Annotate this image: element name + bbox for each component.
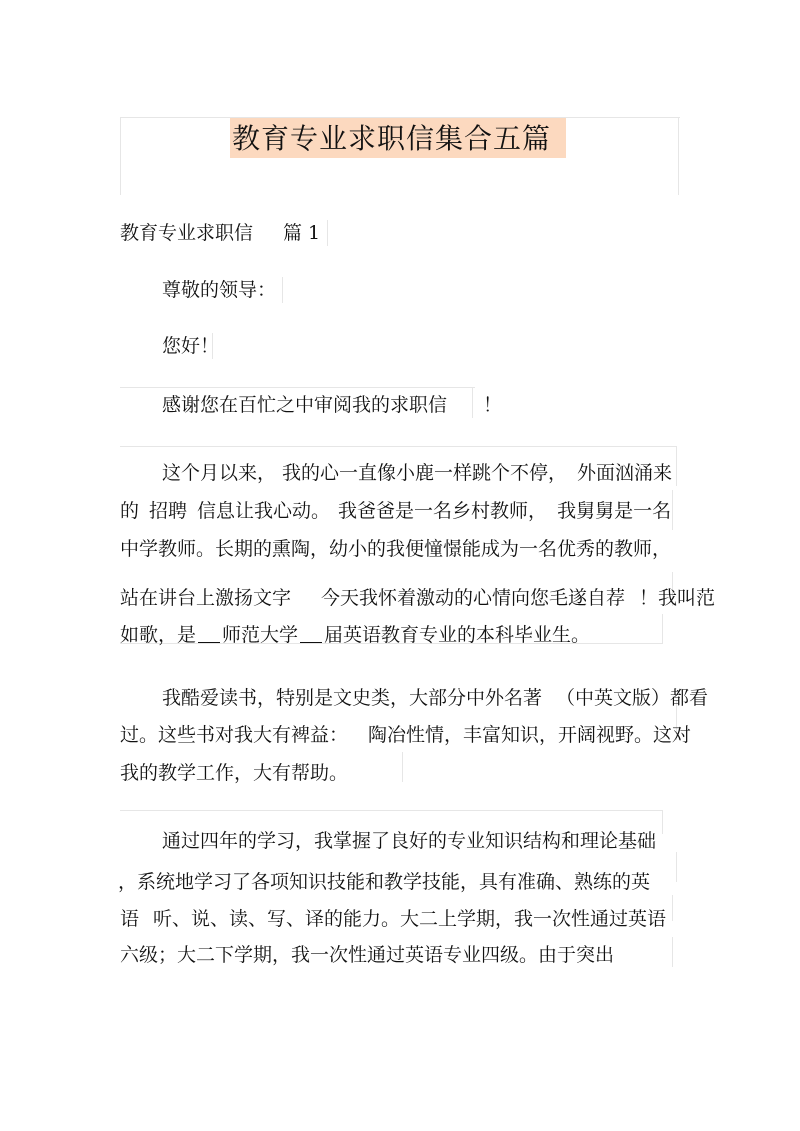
guide-line: [662, 810, 663, 834]
paragraph-3-line-4: 六级；大二下学期，我一次性通过英语专业四级。由于突出: [120, 944, 615, 966]
guide-line: [120, 810, 662, 811]
paragraph-3-line-1: 通过四年的学习，我掌握了良好的专业知识结构和理论基础: [162, 830, 657, 852]
blank-underline: [198, 624, 220, 643]
guide-line: [282, 277, 283, 303]
text-span: 语: [120, 908, 140, 930]
guide-line: [120, 387, 475, 388]
paragraph-1-line-3: 中学教师。长期的熏陶，幼小的我便憧憬能成为一名优秀的教师，: [120, 538, 672, 560]
salutation: 尊敬的领导：: [162, 279, 277, 301]
thanks-text: 感谢您在百忙之中审阅我的求职信: [162, 394, 448, 416]
section-number: 篇 1: [283, 222, 321, 244]
paragraph-2-line-1: [162, 685, 708, 711]
guide-line: [676, 446, 677, 486]
text-span: 信息让我心动。: [197, 500, 331, 522]
thanks-mark: ！: [483, 394, 503, 416]
paragraph-3-line-3: [120, 906, 666, 932]
paragraph-2-line-3: 我的教学工作，大有帮助。: [120, 762, 349, 784]
guide-line: [120, 446, 676, 447]
thanks-line: [162, 392, 502, 418]
guide-line: [672, 490, 673, 530]
guide-line: [662, 614, 663, 644]
paragraph-1-line-2: [120, 498, 671, 524]
text-span: 我舅舅是一名: [557, 500, 672, 522]
text-span: 外面汹涌来: [577, 462, 673, 484]
text-span: 这个月以来，: [162, 462, 277, 484]
text-span: 今天我怀着激动的心情向您毛遂自荐: [321, 587, 626, 609]
text-span: 师范大学: [222, 624, 299, 646]
guide-line: [402, 752, 403, 782]
document-title: 教育专业求职信集合五篇: [232, 122, 552, 155]
text-span: ！我叫范: [639, 587, 716, 609]
guide-line: [327, 220, 328, 246]
text-span: 招聘: [149, 500, 188, 522]
guide-line: [120, 117, 121, 195]
paragraph-1-line-5: [120, 622, 590, 648]
text-span: 我的心一直像小鹿一样跳个不停，: [282, 462, 568, 484]
section-heading-text: 教育专业求职信: [120, 222, 254, 244]
section-heading: [120, 220, 320, 246]
blank-underline: [300, 624, 322, 643]
paragraph-3-line-2: ，系统地学习了各项知识技能和教学技能，具有准确、熟练的英: [118, 871, 651, 893]
guide-line: [676, 852, 677, 882]
text-span: （中英文版）都看: [556, 687, 709, 709]
greeting: 您好！: [162, 335, 220, 357]
guide-line: [672, 895, 673, 921]
text-span: 我酷爱读书，特别是文史类，大部分中外名著: [162, 687, 543, 709]
text-span: 的: [120, 500, 140, 522]
paragraph-1-line-4: [120, 585, 715, 611]
text-span: 届英语教育专业的本科毕业生。: [324, 624, 591, 646]
guide-line: [672, 937, 673, 967]
text-span: 陶冶性情，丰富知识，开阔视野。这对: [368, 724, 692, 746]
paragraph-2-line-2: [120, 722, 691, 748]
text-span: 站在讲台上激扬文字: [120, 587, 292, 609]
guide-line: [678, 117, 679, 195]
text-span: 过。这些书对我大有裨益：: [120, 724, 349, 746]
text-span: 听、说、读、写、译的能力。大二上学期，我一次性通过英语: [153, 908, 667, 930]
paragraph-1-line-1: [162, 460, 672, 486]
text-span: 我爸爸是一名乡村教师，: [338, 500, 548, 522]
text-span: 如歌，是: [120, 624, 197, 646]
